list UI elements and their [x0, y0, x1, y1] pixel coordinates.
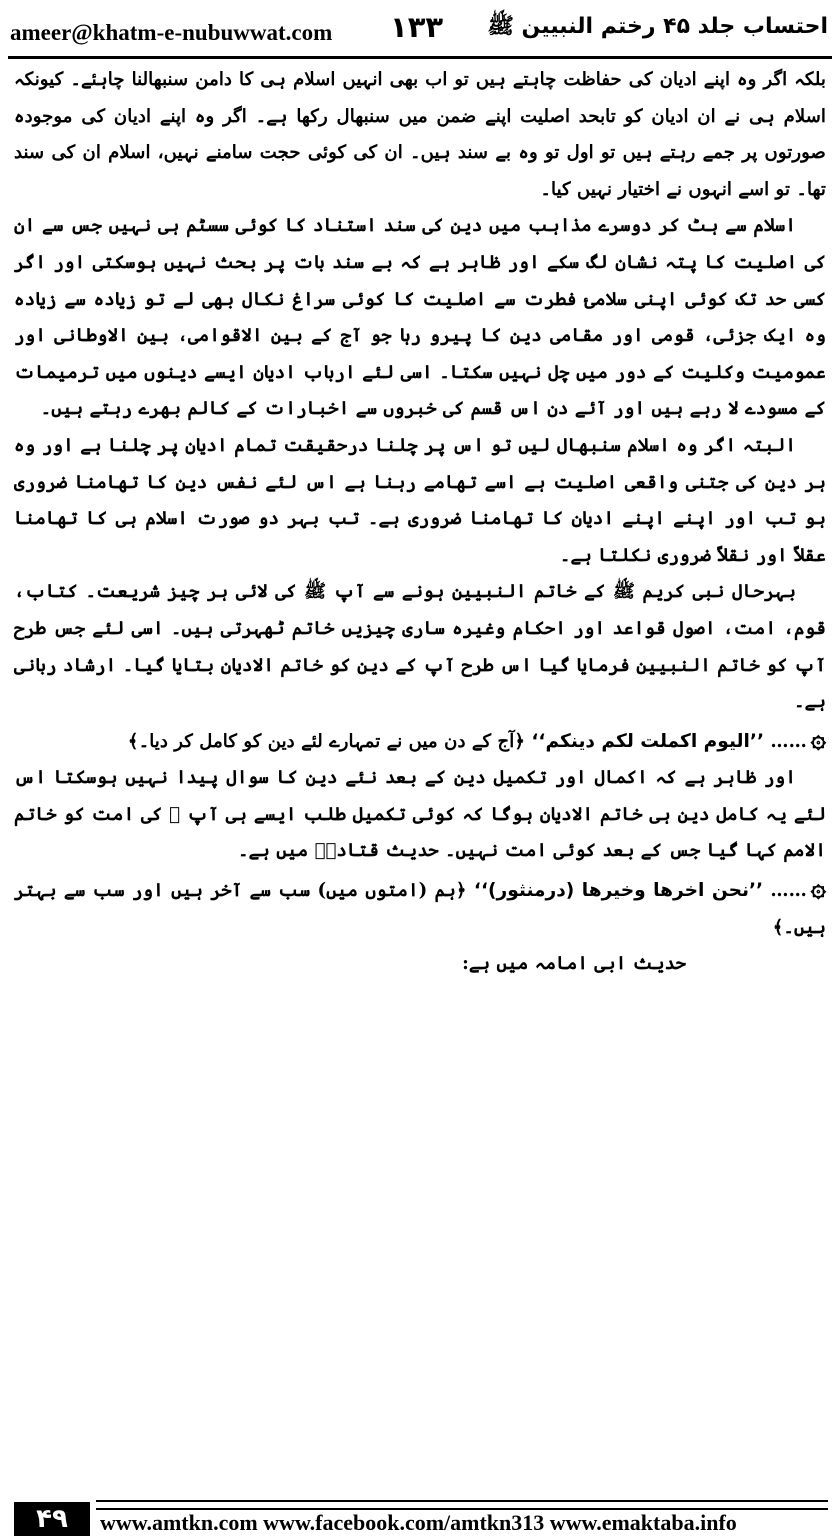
paragraph-5: [14, 760, 826, 870]
paragraph-4-text: بہرحال نبی کریم ﷺ کے خاتم النبیین ہونے سے آپ ﷺ کی لائی ہر چیز شریعت۔ کتاب، قوم، امت، اصول قواعد اور احکام وغیرہ ساری چیزیں خاتم ٹھہرتی ہیں۔ اسی لئے جس طرح آپ کو خاتم النبیین فرمایا گیا اس طرح آپ کے دین کو خاتم الادیان بتایا گیا۔ ارشاد ربانی ہے۔: [14, 581, 826, 713]
quote-ayah: [14, 721, 826, 761]
quote-hadith-translation: ﴿ہم (امتوں میں) سب سے آخر ہیں اور سب سے بہتر ہیں۔﴾: [14, 880, 826, 938]
header-running-title: احتساب جلد ۴۵ رختم النبیین ﷺ: [487, 14, 828, 39]
closing-line-text: حدیث ابی امامہ میں ہے:: [462, 953, 686, 975]
paragraph-1: [14, 62, 826, 208]
quote-ayah-arabic: ’’الیوم اکملت لکم دینکم‘‘: [531, 730, 765, 752]
paragraph-3-text: البتہ اگر وہ اسلام سنبھال لیں تو اس پر چلنا درحقیقت تمام ادیان پر چلنا ہے اور وہ ہر دین کی جتنی واقعی اصلیت ہے اسے تھامے رہنا ہے اس لئے نفس دین کا تھامنا ضروری ہو تب اور اپنے اپنے ادیان کا تھامنا ضروری ہے۔ تب بہر دو صورت اسلام ہی کا تھامنا عقلاً اور نقلاً ضروری نکلتا ہے۔: [14, 434, 826, 566]
paragraph-3: [14, 428, 826, 574]
header-page-number: ۱۳۳: [390, 10, 444, 44]
paragraph-2-text: اسلام سے ہٹ کر دوسرے مذاہب میں دین کی سند استناد کا کوئی سسٹم ہی نہیں جس سے ان کی اصلیت کا پتہ نشان لگ سکے اور ظاہر ہے کہ بے سند بات پر بحث نہیں ہوسکتی اور اگر کسی حد تک کوئی اپنی سلامیٔ فطرت سے اصلیت کا کوئی سراغ نکال بھی لے تو زیادہ سے زیادہ وہ ایک جزئی، قومی اور مقامی دین کا پیرو رہا جو آج کے بین الاقوامی، بین الاوطانی اور عمومیت وکلیت کے دور میں چل نہیں سکتا۔ اسی لئے ارباب ادیان ایسے دینوں میں ترمیمات کے مسودے لا رہے ہیں اور آئے دن اس قسم کی خبروں سے اخبارات کے کالم بھرے رہتے ہیں۔: [14, 215, 826, 420]
quote-hadith: [14, 870, 826, 946]
star-icon: ۞: [810, 723, 826, 754]
quote-ayah-dots: ……: [770, 730, 807, 752]
paragraph-2: [14, 208, 826, 428]
footer-links: www.amtkn.com www.facebook.com/amtkn313 www.emaktaba.info: [100, 1510, 737, 1535]
paragraph-4: [14, 574, 826, 720]
header-rule: [8, 56, 832, 59]
page-body: [14, 62, 826, 983]
header-email: ameer@khatm-e-nubuwwat.com: [10, 20, 333, 45]
footer-page-number: ۴۹: [14, 1502, 90, 1536]
star-icon: ۞: [810, 873, 826, 904]
quote-hadith-dots: ……: [770, 880, 807, 902]
page-header: [0, 0, 840, 62]
closing-line: [14, 946, 826, 983]
paragraph-5-text: اور ظاہر ہے کہ اکمال اور تکمیل دین کے بعد نئے دین کا سوال پیدا نہیں ہوسکتا اس لئے یہ کامل دین ہی خاتم الادیان ہوگا کہ کوئی تکمیل طلب ایسے ہی آپ ﷺ کی امت کو خاتم الامم کہا گیا جس کے بعد کوئی امت نہیں۔ حدیث قتادہؓ میں ہے۔: [14, 767, 826, 862]
quote-ayah-translation: ﴿آج کے دن میں نے تمہارے لئے دین کو کامل کر دیا۔﴾: [127, 730, 525, 752]
paragraph-1-text: بلکہ اگر وہ اپنے ادیان کی حفاظت چاہتے ہیں تو اب بھی انہیں اسلام ہی کا دامن سنبھالنا چاہئے۔ کیونکہ اسلام ہی نے ان ادیان کو تابحد اصلیت اپنے ضمن میں سنبھال رکھا ہے۔ اگر وہ اپنے ادیان کی موجودہ صورتوں پر جمے رہتے ہیں تو اول تو وہ بے سند ہیں۔ ان کی کوئی حجت سامنے نہیں، اسلام ان کی سند تھا۔ تو اسے انہوں نے اختیار نہیں کیا۔: [14, 69, 826, 200]
page-footer: [0, 1498, 840, 1540]
footer-rule: [96, 1500, 828, 1510]
quote-hadith-arabic: ’’نحن اخرھا وخیرھا (درمنثور)‘‘: [473, 880, 764, 902]
